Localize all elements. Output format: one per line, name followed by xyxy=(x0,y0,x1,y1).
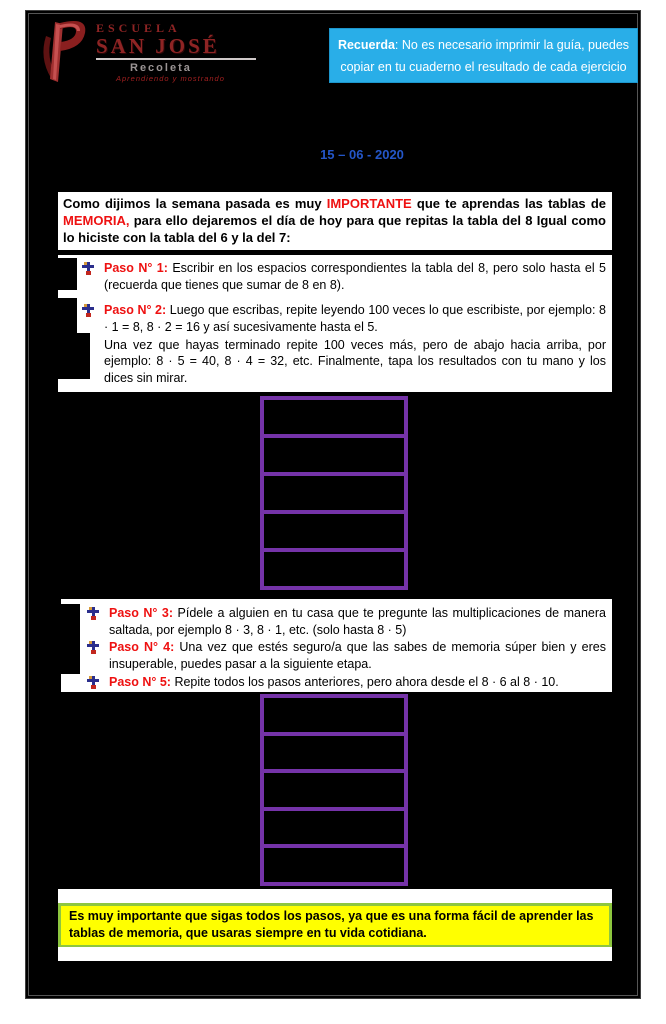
worksheet-page xyxy=(25,10,641,999)
step-1 xyxy=(104,260,606,293)
intro-part1: Como dijimos la semana pasada es muy xyxy=(63,196,327,211)
answer-cell xyxy=(264,476,404,510)
step-4 xyxy=(109,639,606,672)
answer-cell xyxy=(264,811,404,845)
answer-cell xyxy=(264,848,404,882)
reminder-label: Recuerda xyxy=(337,38,395,52)
step-1-label: Paso N° 1: xyxy=(104,261,168,275)
answer-table-2 xyxy=(260,694,408,886)
answer-cell xyxy=(264,552,404,586)
step-5-text: Repite todos los pasos anteriores, pero ahora desde el 8 · 6 al 8 · 10. xyxy=(170,674,559,689)
answer-cell xyxy=(264,514,404,548)
school-district: Recoleta xyxy=(130,62,192,74)
reminder-box xyxy=(329,28,638,83)
date-line: 15 – 06 - 2020 xyxy=(320,147,404,162)
school-name-line2: SAN JOSÉ xyxy=(96,34,220,58)
step-3-text: Pídele a alguien en tu casa que te pregunte las multiplicaciones de manera saltada, por ejemplo 8 · 3, 8 · 1, etc. (solo hasta 8 · 5) xyxy=(109,606,607,637)
dart-bullet-icon xyxy=(82,304,94,317)
school-name-line1: ESCUELA xyxy=(96,21,181,35)
dart-bullet-icon xyxy=(87,676,99,689)
school-logo-text xyxy=(96,18,256,83)
intro-part3: para ello dejaremos el día de hoy para que repitas la tabla del 8 Igual como lo hiciste con la tabla del 6 y la del 7: xyxy=(63,213,606,246)
intro-highlight-memoria: MEMORIA, xyxy=(63,213,130,229)
school-logo xyxy=(34,18,326,88)
step-1-text: Escribir en los espacios correspondientes la tabla del 8, pero solo hasta el 5 (recuerda que tienes que sumar de 8 en 8). xyxy=(104,261,606,292)
dart-bullet-icon xyxy=(87,607,99,620)
school-logo-p-icon xyxy=(34,18,94,84)
left-notch xyxy=(58,333,90,379)
left-notch xyxy=(58,298,77,333)
answer-cell xyxy=(264,736,404,770)
step-4-label: Paso N° 4: xyxy=(109,640,175,655)
step-5 xyxy=(109,674,606,691)
intro-part2: que te aprendas las tablas de xyxy=(411,196,606,211)
step-2-text: Luego que escribas, repite leyendo 100 veces lo que escribiste, por ejemplo: 8 · 1 = 8, 8 · 2 = 16 y así sucesivamente hasta el 5. xyxy=(104,303,606,334)
left-notch xyxy=(58,258,77,290)
answer-cell xyxy=(264,400,404,434)
dart-bullet-icon xyxy=(82,262,94,275)
answer-cell xyxy=(264,698,404,732)
step-4-text: Una vez que estés seguro/a que las sabes de memoria súper bien y eres insuperable, puedes pasar a la siguiente etapa. xyxy=(109,640,606,671)
answer-cell xyxy=(264,438,404,472)
step-3-label: Paso N° 3: xyxy=(109,606,174,620)
step-3 xyxy=(109,605,606,638)
intro-paragraph xyxy=(58,192,612,250)
answer-table-1 xyxy=(260,396,408,590)
footer-note: Es muy importante que sigas todos los pasos, ya que es una forma fácil de aprender las tablas de memoria, que usaras siempre en tu vida cotidiana. xyxy=(58,903,612,948)
dart-bullet-icon xyxy=(87,641,99,654)
step-5-label: Paso N° 5: xyxy=(109,674,171,689)
step-2-continuation: Una vez que hayas terminado repite 100 veces más, pero de abajo hacia arriba, por ejemplo: 8 · 5 = 40, 8 · 4 = 32, etc. Finalmente, tapa los resultados con tu mano y los dices sin mirar. xyxy=(104,337,606,385)
step-2-label: Paso N° 2: xyxy=(104,303,167,318)
steps-3-5-box xyxy=(61,599,612,692)
school-tagline: Aprendiendo y mostrando xyxy=(116,74,225,83)
intro-highlight-importante: IMPORTANTE xyxy=(326,196,412,211)
logo-divider xyxy=(96,58,256,60)
answer-cell xyxy=(264,773,404,807)
step-2 xyxy=(104,302,606,335)
left-notch xyxy=(61,604,80,674)
steps-1-2-box xyxy=(58,255,612,392)
blank-strip xyxy=(58,889,612,903)
reminder-text: : No es necesario imprimir la guía, puedes copiar en tu cuaderno el resultado de cada ejercicio xyxy=(340,38,630,74)
blank-strip xyxy=(58,947,612,961)
